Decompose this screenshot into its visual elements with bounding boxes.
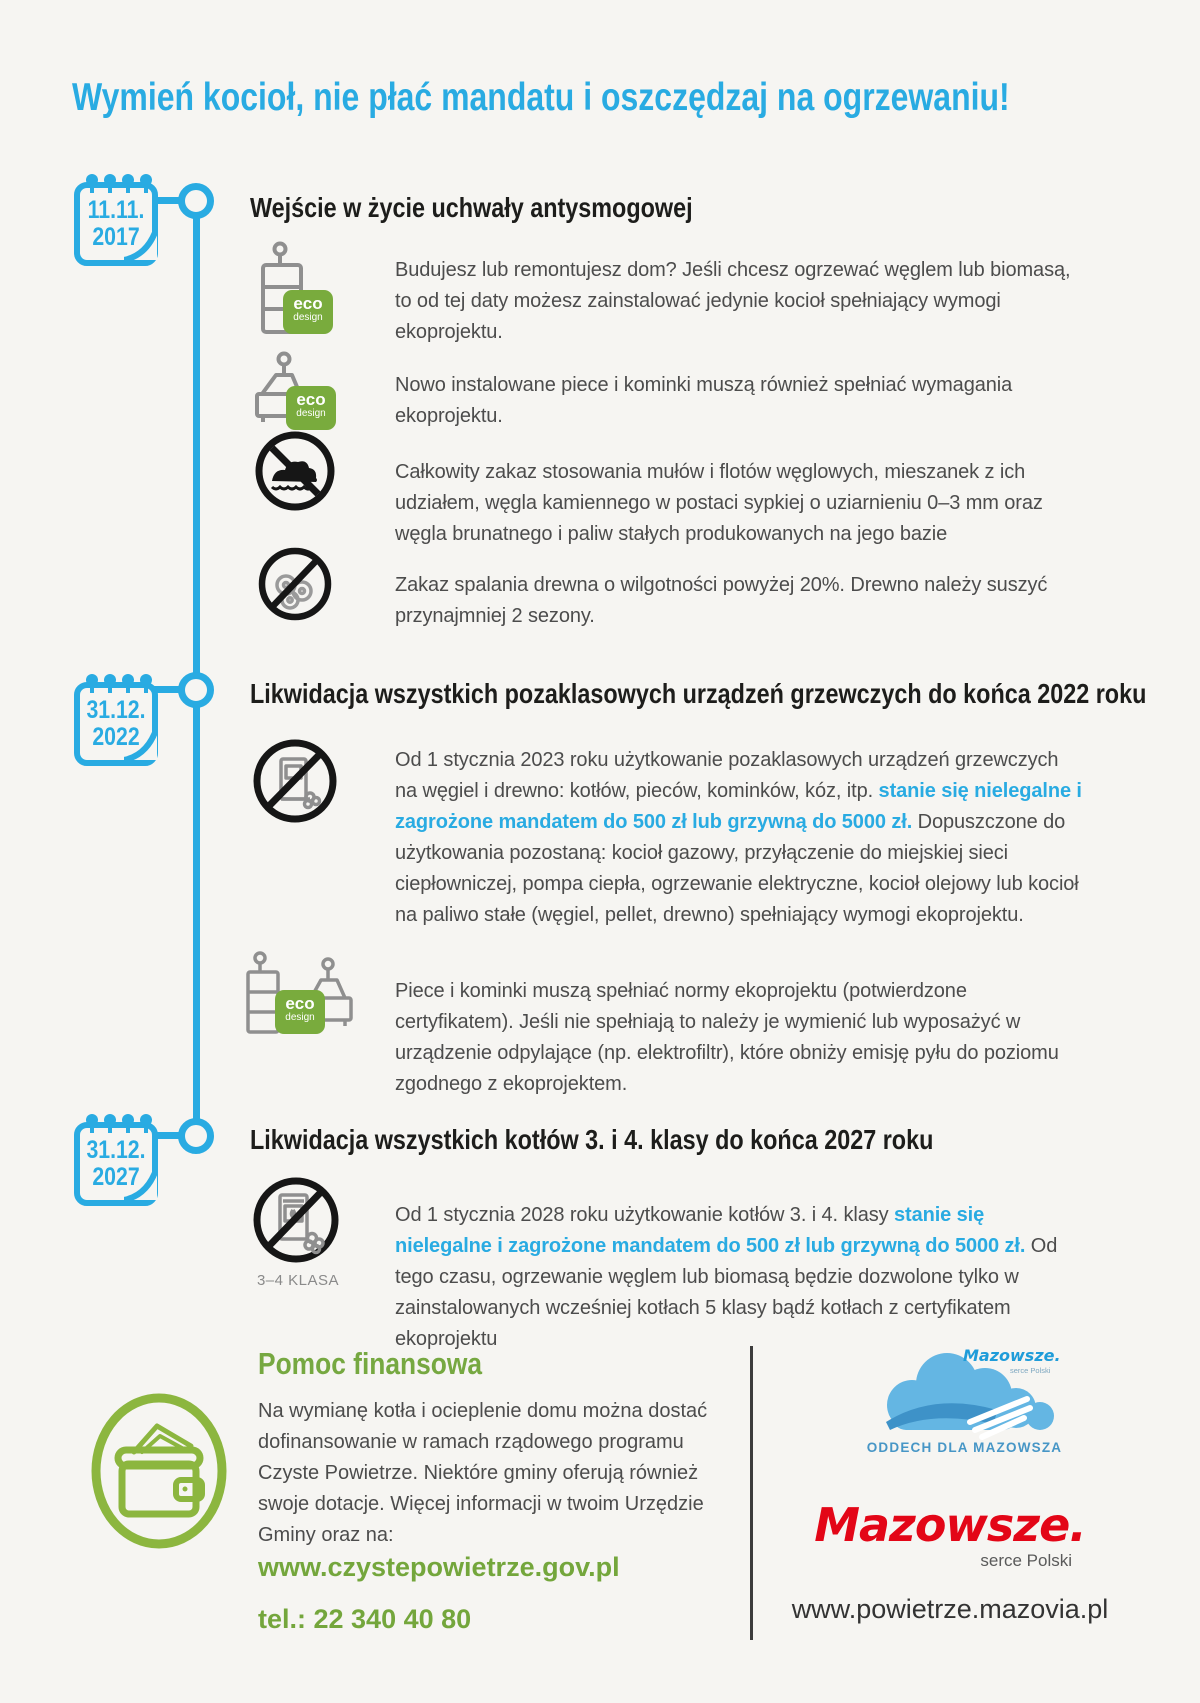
penalty-highlight: stanie się nielegalne i zagrożone mandatem do 500 zł lub grzywną do 5000 zł. [395, 1204, 1026, 1257]
timeline-node-2027 [178, 1118, 214, 1154]
no-wet-wood-icon [257, 546, 333, 627]
calendar-icon-2017 [74, 182, 158, 266]
footer-divider [750, 1346, 753, 1640]
page-fold-icon [124, 1167, 158, 1206]
item-text: Piece i kominki muszą spełniać normy ekoprojektu (potwierdzone certyfikatem). Jeśli nie spełniają to należy je wymienić lub wyposażyć w urządzenie odpylające (np. elektrofiltr), które obniży emisję pyłu do poziomu zgodnego z ekoprojektem. [395, 980, 1059, 1095]
financial-body: Na wymianę kotła i ocieplenie domu można dostać dofinansowanie w ramach rządowego programu Czyste Powietrze. Niektóre gminy oferują również swoje dotacje. Więcej informacji w twoim Urzędzie Gminy oraz na: [258, 1400, 708, 1546]
timeline-node-2017 [178, 183, 214, 219]
calendar-icon-2022 [74, 682, 158, 766]
mazowsze-small-tagline: serce Polski [1010, 1366, 1051, 1375]
section-heading-2017: Wejście w życie uchwały antysmogowej [250, 192, 693, 223]
eco-design-badge: eco design [283, 290, 333, 334]
financial-heading: Pomoc finansowa [258, 1346, 483, 1381]
eco-stove-icon [248, 350, 340, 436]
no-coal-icon [254, 430, 336, 517]
eco-fireplaces-icon [245, 950, 360, 1040]
item-text: Budujesz lub remontujesz dom? Jeśli chcesz ogrzewać węglem lub biomasą, to od tej daty możesz zainstalować jedynie kocioł spełniający wymogi ekoprojektu. [395, 259, 1071, 343]
mazowsze-tagline: serce Polski [980, 1551, 1072, 1570]
mazowsze-logo: Mazowsze. [814, 1498, 1086, 1552]
calendar-date-2017: 11.11. 2017 [87, 196, 145, 251]
calendar-date-2022: 31.12. 2022 [86, 696, 146, 751]
item-text: Od 1 stycznia 2023 roku użytkowanie pozaklasowych urządzeń grzewczych na węgiel i drewno: kotłów, pieców, kominków, kóz, itp. stanie się nielegalne i zagrożone mandatem do 500 zł lub grzywną do 5000 zł. Dopuszczone do użytkowania pozostaną: kocioł gazowy, przyłączenie do miejskiej sieci ciepłowniczej, pompa ciepła, ogrzewanie elektryczne, kocioł olejowy lub kocioł na paliwo stałe (węgiel, pellet, drewno) spełniający wymogi ekoprojektu. [395, 749, 1082, 926]
eco-design-badge: eco design [286, 386, 336, 430]
breath-caption: ODDECH DLA MAZOWSZA [866, 1440, 1063, 1455]
no-class34-boiler-icon [252, 1176, 340, 1269]
page-fold-icon [124, 227, 158, 266]
calendar-icon-2027 [74, 1122, 158, 1206]
penalty-highlight: stanie się nielegalne i zagrożone mandatem do 500 zł lub grzywną do 5000 zł. [395, 780, 1082, 833]
page-title: Wymień kocioł, nie płać mandatu i oszczędzaj na ogrzewaniu! [72, 76, 1010, 119]
eco-design-badge: eco design [275, 990, 325, 1034]
wallet-icon [88, 1392, 230, 1555]
powietrze-mazovia-link[interactable]: www.powietrze.mazovia.pl [791, 1594, 1109, 1624]
section-heading-2027: Likwidacja wszystkich kotłów 3. i 4. klasy do końca 2027 roku [250, 1124, 934, 1155]
page-fold-icon [124, 727, 158, 766]
item-text: Od 1 stycznia 2028 roku użytkowanie kotłów 3. i 4. klasy stanie się nielegalne i zagrożone mandatem do 500 zł lub grzywną do 5000 zł. Od tego czasu, ogrzewanie węglem lub biomasą będzie dozwolone tylko w zainstalowanych wcześniej kotłach 5 klasy bądź kotłach z certyfikatem ekoprojektu [395, 1204, 1058, 1350]
eco-boiler-icon [255, 240, 335, 340]
timeline-line [193, 201, 200, 1136]
no-old-boiler-icon [252, 738, 338, 829]
item-text: Zakaz spalania drewna o wilgotności powyżej 20%. Drewno należy suszyć przynajmniej 2 sezony. [395, 574, 1048, 627]
item-text: Całkowity zakaz stosowania mułów i flotów węglowych, mieszanek z ich udziałem, węgla kamiennego w postaci sypkiej o uziarnieniu 0–3 mm oraz węgla brunatnego i paliw stałych produkowanych na jego bazie [395, 461, 1043, 545]
mazowsze-small-logo: Mazowsze. [963, 1346, 1061, 1365]
czystepowietrze-link[interactable]: www.czystepowietrze.gov.pl [258, 1552, 620, 1582]
item-text: Nowo instalowane piece i kominki muszą również spełniać wymagania ekoprojektu. [395, 374, 1013, 427]
phone-link[interactable]: tel.: 22 340 40 80 [258, 1604, 472, 1634]
timeline-node-2022 [178, 672, 214, 708]
section-heading-2022: Likwidacja wszystkich pozaklasowych urządzeń grzewczych do końca 2022 roku [250, 678, 1147, 709]
class34-label: 3–4 KLASA [256, 1272, 340, 1289]
calendar-date-2027: 31.12. 2027 [86, 1136, 146, 1191]
